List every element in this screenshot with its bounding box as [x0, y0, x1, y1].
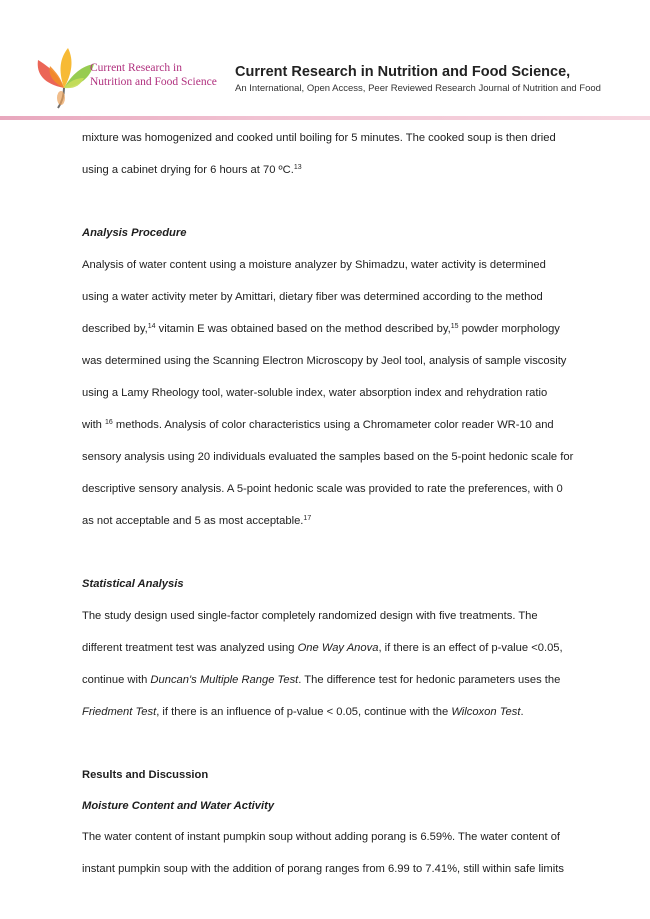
text-line: described by,$^{14}$ vitamin E was obtained based on the method described by,$^{15}$ powder morphology — [82, 323, 560, 335]
text-line: with $^{16}$ methods. Analysis of color characteristics using a Chromameter color reader WR-10 and — [82, 419, 554, 431]
citation-ref: 13 — [293, 164, 302, 171]
text-line: continue with Duncan's Multiple Range Test. The difference test for hedonic parameters uses the — [82, 674, 561, 686]
section-heading-statistical: Statistical Analysis — [82, 578, 184, 590]
text-line: was determined using the Scanning Electron Microscopy by Jeol tool, analysis of sample viscosity — [82, 355, 567, 367]
text-line: using a water activity meter by Amittari, dietary fiber was determined according to the method — [82, 291, 543, 303]
text-line: mixture was homogenized and cooked until boiling for 5 minutes. The cooked soup is then dried — [82, 132, 556, 144]
header-divider — [0, 116, 650, 120]
section-heading-analysis: Analysis Procedure — [82, 227, 187, 239]
logo-text-line2: Nutrition and Food Science — [90, 76, 217, 88]
text-line: Friedment Test, if there is an influence of p-value < 0.05, continue with the Wilcoxon Test. — [82, 706, 524, 718]
text-line: descriptive sensory analysis. A 5-point hedonic scale was provided to rate the preferences, with 0 — [82, 483, 563, 495]
text-line: The water content of instant pumpkin soup without adding porang is 6.59%. The water content of — [82, 831, 561, 843]
citation-ref: 16 — [105, 419, 113, 426]
journal-subtitle: An International, Open Access, Peer Reviewed Research Journal of Nutrition and Food — [235, 83, 601, 94]
subsection-heading-moisture: Moisture Content and Water Activity — [82, 800, 275, 812]
journal-header — [0, 0, 650, 122]
text-line: sensory analysis using 20 individuals evaluated the samples based on the 5-point hedonic scale for — [82, 451, 574, 463]
page-body — [82, 122, 622, 885]
citation-ref: 15 — [450, 323, 459, 330]
citation-ref: 17 — [303, 515, 312, 522]
text-line: The study design used single-factor completely randomized design with five treatments. The — [82, 610, 538, 622]
journal-logo — [34, 48, 226, 110]
text-line: using a Lamy Rheology tool, water-soluble index, water absorption index and rehydration ratio — [82, 387, 548, 399]
text-line: as not acceptable and 5 as most acceptable.$^{17}$ — [82, 515, 312, 527]
leaf-flower-logo-icon — [34, 48, 98, 110]
journal-title: Current Research in Nutrition and Food Science, — [235, 64, 571, 80]
section-heading-results: Results and Discussion — [82, 769, 209, 781]
text-line: Analysis of water content using a moisture analyzer by Shimadzu, water activity is determined — [82, 259, 546, 271]
citation-ref: 14 — [147, 323, 156, 330]
text-line: using a cabinet drying for 6 hours at 70 ºC.$^{13}$ — [82, 164, 302, 176]
logo-text-line1: Current Research in — [90, 62, 182, 74]
text-line: different treatment test was analyzed using One Way Anova, if there is an effect of p-value <0.05, — [82, 642, 563, 654]
text-line: instant pumpkin soup with the addition of porang ranges from 6.99 to 7.41%, still within safe limits — [82, 863, 564, 875]
